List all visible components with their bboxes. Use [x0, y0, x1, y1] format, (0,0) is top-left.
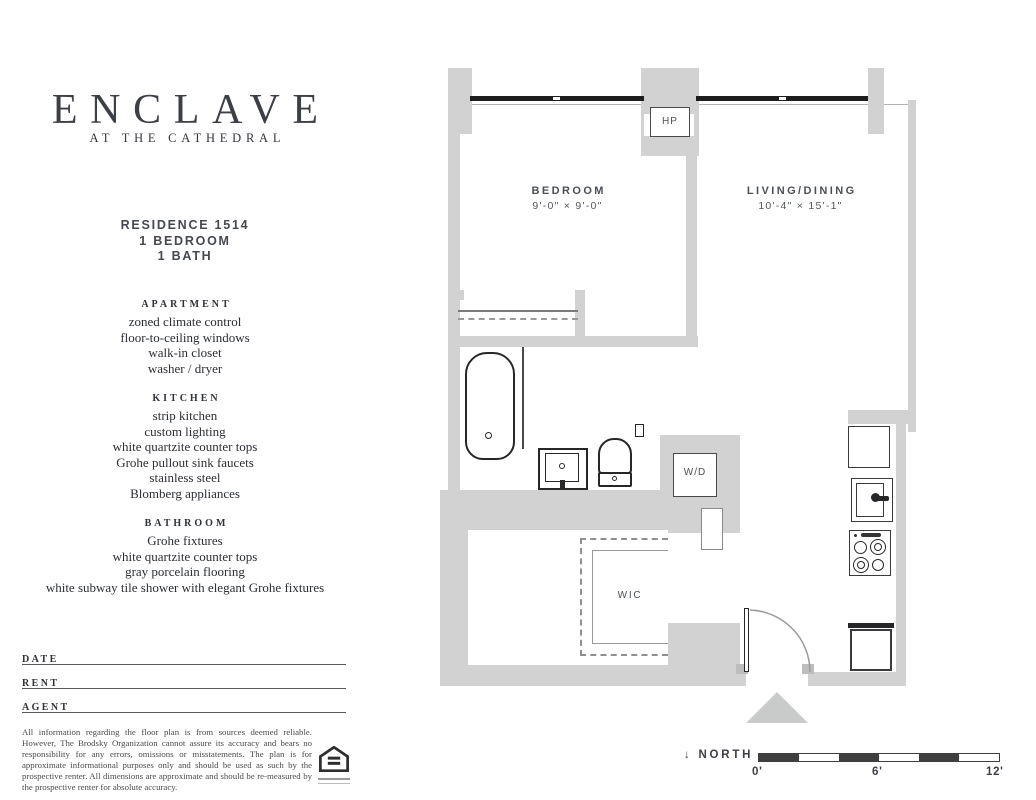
refrigerator [850, 629, 892, 671]
section-bathroom [0, 518, 370, 595]
wall-bottom [808, 672, 906, 686]
north-arrow-icon: ↓ [684, 749, 693, 761]
wall-bath-top [448, 336, 698, 347]
room-name: LIVING/DINING [746, 185, 857, 197]
residence-bedrooms: 1 BEDROOM [139, 233, 231, 248]
section-kitchen [0, 393, 370, 501]
scale-segment [839, 754, 879, 761]
feature-item: Grohe fixtures [147, 533, 223, 548]
feature-item: white subway tile shower with elegant Grohe fixtures [45, 579, 325, 595]
entry-marker-triangle [746, 692, 808, 723]
scale-segment [959, 754, 999, 761]
door-jamb [802, 664, 814, 674]
scale-segment [799, 754, 839, 761]
legal-disclaimer: All information regarding the floor plan is from sources deemed reliable. However, The Brodsky Organization cannot assure its accuracy and bears no responsibility for any errors, omissions or misstatements. The plan is for approximate informational purposes only and should be used as such by the prospective renter. All dimensions are approximate and should be re-measured by the prospective renter for absolute accuracy. [22, 727, 312, 792]
feature-item: zoned climate control [128, 314, 242, 329]
wall-right [908, 100, 916, 432]
burner-inner [857, 561, 865, 569]
wall-closet-divider [575, 290, 585, 338]
north-label-text: NORTH [698, 749, 754, 761]
wall-stub [448, 290, 464, 300]
room-dims: 10'-4" × 15'-1" [758, 200, 843, 212]
signature-label: DATE [22, 654, 59, 665]
room-bedroom [485, 185, 650, 212]
equal-housing-icon [319, 759, 349, 776]
feature-item: gray porcelain flooring [125, 564, 245, 579]
wd-label: W/D [683, 467, 707, 478]
hp-label: HP [662, 116, 678, 127]
tp-holder [635, 424, 644, 437]
signature-line-date [22, 649, 346, 665]
feature-item: white quartzite counter tops [112, 439, 258, 454]
info-panel [0, 0, 380, 800]
feature-item: custom lighting [144, 423, 226, 439]
scale-segment [879, 754, 919, 761]
cooktop-knobs [861, 533, 881, 537]
bathtub [465, 352, 515, 460]
residence-block [0, 218, 370, 265]
scale-segment [919, 754, 959, 761]
section-heading: BATHROOM [144, 518, 229, 529]
closet-shelf-line [458, 310, 578, 312]
wall-column-right [868, 68, 884, 134]
sink-faucet [560, 480, 565, 489]
signature-label: RENT [22, 678, 60, 689]
scale-tick-12: 12' [986, 766, 1004, 778]
wall-left [448, 68, 460, 500]
burner-inner [874, 543, 882, 551]
room-dims: 9'-0" × 9'-0" [532, 200, 603, 212]
scale-tick-0: 0' [752, 766, 763, 778]
kitchen-faucet-base [871, 493, 880, 502]
heat-pump-unit [650, 107, 690, 137]
bathtub-drain [485, 432, 492, 439]
toilet-detail [612, 476, 617, 481]
feature-item: walk-in closet [148, 345, 222, 360]
window-mullion [552, 96, 561, 101]
burner [872, 559, 884, 571]
room-name: BEDROOM [531, 185, 606, 197]
scale-segment [759, 754, 799, 761]
section-heading: APARTMENT [141, 299, 232, 310]
floor-plan [440, 60, 922, 720]
wall-kitchen-right [896, 420, 906, 672]
window-mullion [778, 96, 787, 101]
section-apartment [0, 299, 370, 376]
wic-label: WIC [617, 590, 643, 601]
signature-line-rent [22, 673, 346, 689]
linen-closet [701, 508, 723, 550]
counter-edge [848, 623, 894, 628]
signature-label: AGENT [22, 702, 70, 713]
residence-title: RESIDENCE 1514 [120, 218, 250, 232]
section-heading: KITCHEN [152, 393, 221, 404]
room-living-dining [718, 185, 883, 212]
signature-line-agent [22, 697, 346, 713]
closet-rod-dashed [458, 318, 578, 320]
cooktop-knob [854, 534, 857, 537]
feature-item: washer / dryer [147, 360, 223, 376]
feature-item: strip kitchen [152, 408, 218, 423]
burner [854, 541, 867, 554]
kitchen-upper-cabinet [848, 426, 890, 468]
feature-item: stainless steel [149, 470, 221, 485]
toilet-bowl [598, 438, 632, 474]
scale-bar [758, 753, 1000, 762]
equal-housing-logo [318, 746, 350, 784]
equal-housing-caption [318, 778, 350, 784]
north-indicator [684, 749, 753, 761]
feature-item: Grohe pullout sink faucets [116, 454, 254, 470]
washer-dryer [673, 453, 717, 497]
wall-bedroom-divider [686, 154, 697, 338]
brand-logo: ENCLAVE [51, 87, 331, 133]
feature-item: Blomberg appliances [130, 485, 240, 501]
scale-tick-6: 6' [872, 766, 883, 778]
feature-item: white quartzite counter tops [112, 548, 258, 564]
bath-partition [522, 347, 524, 449]
residence-baths: 1 BATH [157, 249, 213, 263]
feature-item: floor-to-ceiling windows [120, 329, 250, 345]
sink-drain [559, 463, 565, 469]
entry-door-leaf [744, 608, 749, 672]
brand-tagline: AT THE CATHEDRAL [89, 131, 286, 145]
